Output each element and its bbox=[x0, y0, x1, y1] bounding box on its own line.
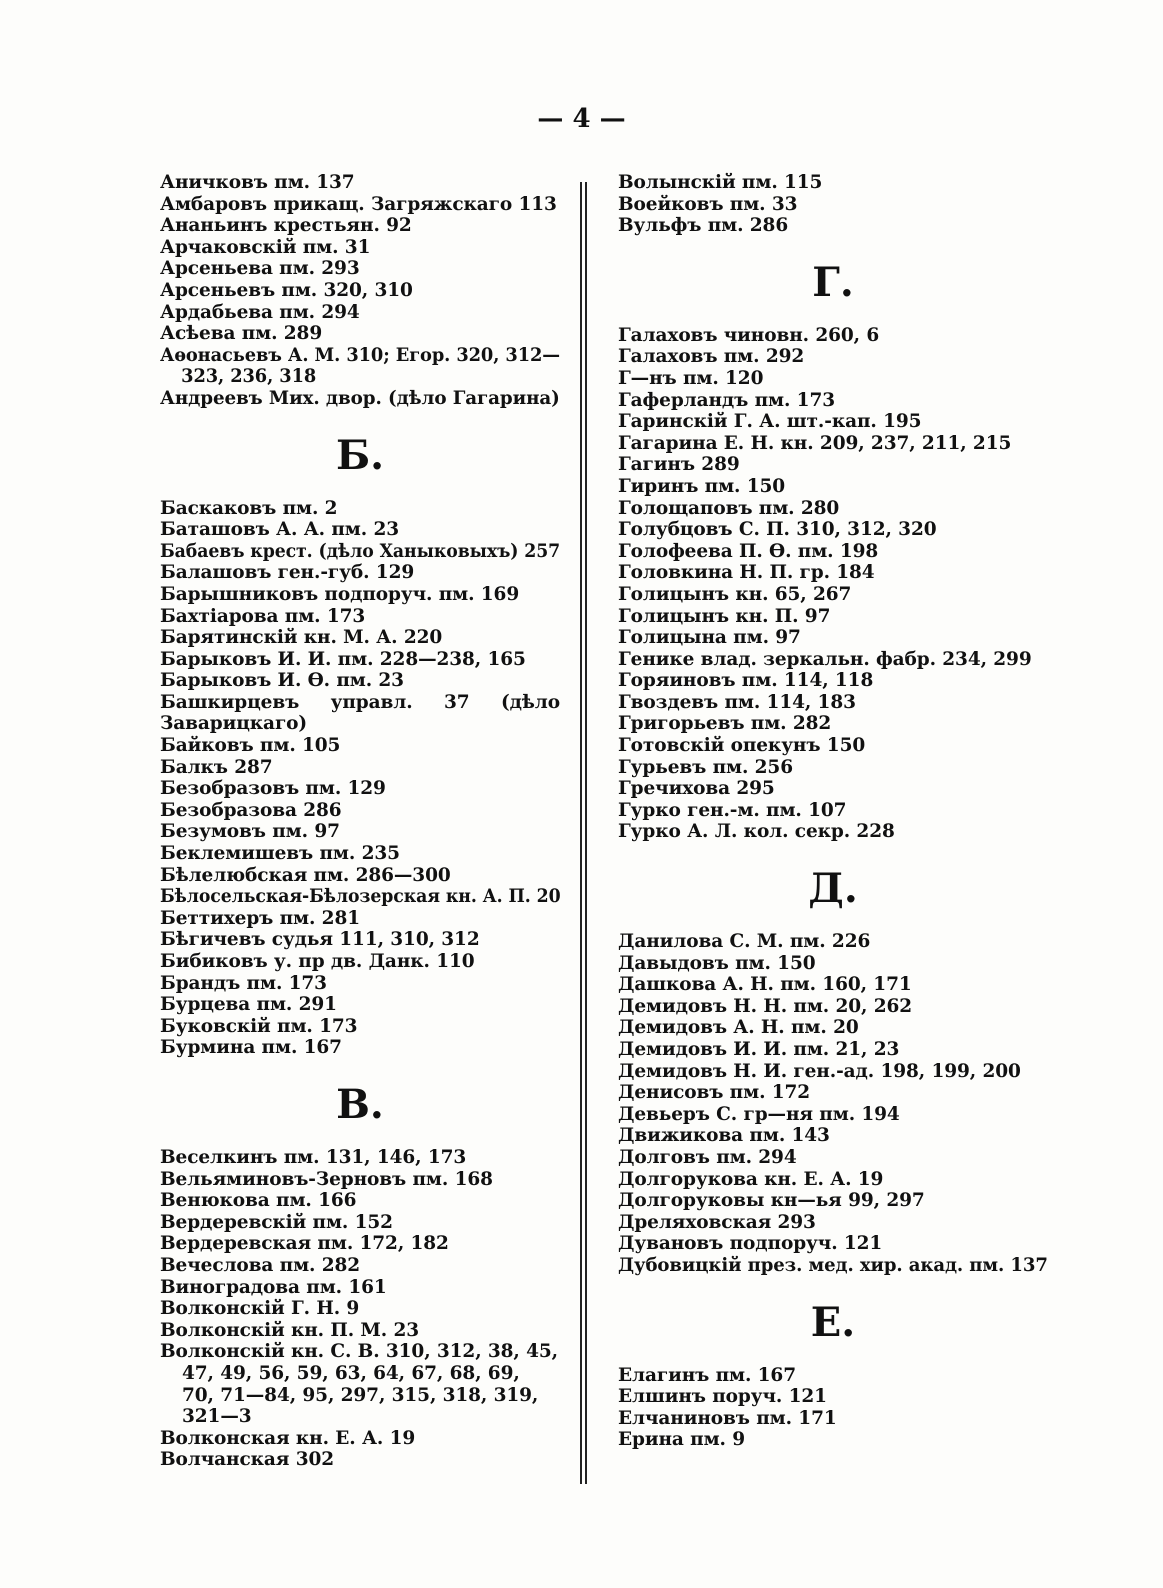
index-entry bbox=[160, 692, 560, 735]
index-entry bbox=[160, 908, 560, 930]
section-letter: Б. bbox=[335, 431, 385, 479]
index-entry bbox=[618, 778, 1048, 800]
entry-text: Венюкова пм. 166 bbox=[160, 1190, 357, 1212]
index-entry bbox=[160, 1190, 560, 1212]
entry-text: Балкъ 287 bbox=[160, 756, 273, 778]
entry-text: Ананьинъ крестьян. 92 bbox=[160, 215, 412, 237]
entry-text: Арчаковскій пм. 31 bbox=[160, 236, 371, 258]
index-entry bbox=[618, 325, 1048, 347]
entry-text: Баскаковъ пм. 2 bbox=[160, 497, 338, 519]
index-entry bbox=[618, 498, 1048, 520]
index-entry bbox=[160, 519, 560, 541]
entry-text: Денисовъ пм. 172 bbox=[618, 1082, 811, 1104]
entry-text: Генике влад. зеркальн. фабр. 234, 299 bbox=[618, 648, 1032, 670]
index-entry bbox=[160, 800, 560, 822]
index-entry bbox=[618, 541, 1048, 563]
entry-text: Г—нъ пм. 120 bbox=[618, 367, 764, 389]
entry-text: Бибиковъ у. пр дв. Данк. 110 bbox=[160, 951, 475, 972]
index-entry bbox=[618, 757, 1048, 779]
index-entry bbox=[160, 627, 560, 649]
index-entry bbox=[160, 498, 560, 520]
index-entry bbox=[618, 606, 1048, 628]
index-entry bbox=[160, 1320, 560, 1342]
entry-text: Арсеньевъ пм. 320, 310 bbox=[160, 279, 413, 301]
entry-text: Башкирцевъ управл. 37 (дѣло Заварицкаго) bbox=[160, 691, 560, 735]
entry-text: Демидовъ А. Н. пм. 20 bbox=[618, 1017, 859, 1039]
index-entry bbox=[160, 562, 560, 584]
index-entry bbox=[618, 931, 1048, 953]
entry-text: Воейковъ пм. 33 bbox=[618, 193, 798, 215]
index-entry bbox=[160, 1341, 560, 1427]
index-entry bbox=[160, 1147, 560, 1169]
index-entry bbox=[618, 390, 1048, 412]
entry-text: Голофеева П. Ѳ. пм. 198 bbox=[618, 540, 879, 562]
entry-text: Веселкинъ пм. 131, 146, 173 bbox=[160, 1146, 467, 1168]
entry-text: Барыковъ И. Ѳ. пм. 23 bbox=[160, 670, 404, 692]
index-entry bbox=[160, 778, 560, 800]
index-entry bbox=[160, 886, 561, 908]
entry-text: Дубовицкій през. мед. хир. акад. пм. 137 bbox=[618, 1254, 1048, 1276]
index-entry bbox=[618, 411, 1048, 433]
index-entry bbox=[160, 973, 560, 995]
entry-text: Вердеревская пм. 172, 182 bbox=[160, 1233, 449, 1255]
entry-text: Бѣгичевъ судья 111, 310, 312 bbox=[160, 929, 480, 951]
index-entry bbox=[618, 1039, 1048, 1061]
index-entry bbox=[160, 865, 560, 887]
entry-text: Галаховъ пм. 292 bbox=[618, 346, 805, 368]
index-entry bbox=[160, 606, 560, 628]
index-entry bbox=[160, 951, 560, 973]
index-entry bbox=[618, 1082, 1048, 1104]
index-entry bbox=[618, 1190, 1048, 1212]
entry-text: Аѳонасьевъ А. М. 310; Егор. 320, 312— bbox=[160, 344, 560, 366]
entry-text: Балашовъ ген.-губ. 129 bbox=[160, 562, 415, 584]
index-entry bbox=[618, 368, 1048, 390]
index-entry bbox=[618, 649, 1048, 671]
index-entry bbox=[618, 1169, 1048, 1191]
entry-text: Асѣева пм. 289 bbox=[160, 323, 323, 345]
index-entry bbox=[618, 996, 1048, 1018]
entry-text: Елшинъ поруч. 121 bbox=[618, 1386, 827, 1408]
index-entry bbox=[160, 1277, 560, 1299]
entry-text: Бурцева пм. 291 bbox=[160, 994, 337, 1016]
entry-text: Гаферландъ пм. 173 bbox=[618, 389, 835, 411]
entry-text: Елчаниновъ пм. 171 bbox=[618, 1407, 837, 1429]
entry-text: Ерина пм. 9 bbox=[618, 1429, 745, 1451]
column-divider-line bbox=[580, 182, 582, 1484]
entry-text: Долговъ пм. 294 bbox=[618, 1146, 797, 1168]
index-entry bbox=[160, 302, 560, 324]
entry-text: Гречихова 295 bbox=[618, 778, 775, 800]
entry-text: Галаховъ чиновн. 260, 6 bbox=[618, 324, 880, 346]
index-entry bbox=[618, 1233, 1048, 1255]
index-entry bbox=[618, 1147, 1048, 1169]
index-entry bbox=[618, 519, 1048, 541]
index-entry bbox=[160, 387, 560, 410]
index-entry bbox=[618, 172, 1048, 194]
entry-text: Бѣлосельская-Бѣлозерская кн. А. П. 20 bbox=[160, 886, 561, 908]
entry-text: Данилова С. М. пм. 226 bbox=[618, 931, 871, 953]
entry-text: Демидовъ Н. И. ген.-ад. 198, 199, 200 bbox=[618, 1060, 1021, 1082]
index-entry bbox=[160, 1428, 560, 1450]
entry-text: Вельяминовъ-Зерновъ пм. 168 bbox=[160, 1168, 493, 1190]
index-entry bbox=[160, 757, 560, 779]
entry-text: Горяиновъ пм. 114, 118 bbox=[618, 670, 874, 692]
entry-text: Барышниковъ подпоруч. пм. 169 bbox=[160, 583, 520, 605]
index-entry bbox=[618, 1408, 1048, 1430]
index-entry bbox=[618, 800, 1048, 822]
section-letter: Г. bbox=[812, 258, 854, 306]
column-divider-line bbox=[585, 182, 587, 1484]
index-entry bbox=[160, 215, 560, 237]
entry-text: Барятинскій кн. М. А. 220 bbox=[160, 627, 443, 649]
entry-text: Безобразова 286 bbox=[160, 799, 342, 821]
entry-continuation: 70, 71—84, 95, 297, 315, 318, 319, bbox=[182, 1384, 539, 1406]
index-entry bbox=[618, 433, 1048, 455]
entry-text: Бурмина пм. 167 bbox=[160, 1037, 342, 1059]
index-entry bbox=[160, 1212, 560, 1234]
section-letter: Е. bbox=[810, 1298, 856, 1346]
entry-text: Гаринскій Г. А. шт.-кап. 195 bbox=[618, 411, 922, 433]
index-entry bbox=[618, 735, 1048, 757]
entry-text: Брандъ пм. 173 bbox=[160, 972, 327, 994]
entry-text: Буковскій пм. 173 bbox=[160, 1015, 358, 1037]
entry-text: Баташовъ А. А. пм. 23 bbox=[160, 519, 399, 541]
index-entry bbox=[618, 1017, 1048, 1039]
index-entry bbox=[618, 1125, 1048, 1147]
entry-text: Демидовъ И. И. пм. 21, 23 bbox=[618, 1039, 900, 1060]
entry-text: Готовскій опекунъ 150 bbox=[618, 735, 866, 757]
index-entry bbox=[160, 1233, 560, 1255]
entry-continuation: 323, 236, 318 bbox=[181, 366, 317, 388]
entry-text: Волконскій кн. С. В. 310, 312, 38, 45, bbox=[160, 1341, 558, 1363]
index-entry bbox=[618, 1104, 1048, 1126]
entry-text: Безобразовъ пм. 129 bbox=[160, 778, 386, 800]
index-entry bbox=[160, 1449, 560, 1471]
index-entry bbox=[160, 172, 560, 194]
index-entry bbox=[618, 194, 1048, 216]
index-entry bbox=[618, 670, 1048, 692]
entry-text: Гагинъ 289 bbox=[618, 454, 740, 476]
index-entry bbox=[160, 929, 560, 951]
entry-text: Головкина Н. П. гр. 184 bbox=[618, 562, 875, 584]
index-entry bbox=[618, 953, 1048, 975]
index-entry bbox=[618, 1254, 1048, 1277]
index-entry bbox=[160, 280, 560, 302]
index-entry bbox=[618, 1212, 1048, 1234]
entry-text: Волконскій кн. П. М. 23 bbox=[160, 1319, 420, 1341]
entry-text: Волчанская 302 bbox=[160, 1449, 335, 1471]
index-entry bbox=[160, 194, 560, 216]
entry-text: Арсеньева пм. 293 bbox=[160, 258, 360, 280]
index-entry bbox=[160, 1298, 560, 1320]
index-entry bbox=[618, 1061, 1048, 1083]
entry-text: Безумовъ пм. 97 bbox=[160, 821, 340, 843]
entry-text: Виноградова пм. 161 bbox=[160, 1276, 387, 1298]
right-column bbox=[618, 172, 1048, 1451]
index-entry bbox=[618, 974, 1048, 996]
index-entry bbox=[160, 994, 560, 1016]
entry-text: Аничковъ пм. 137 bbox=[160, 172, 355, 193]
section-letter: Д. bbox=[808, 865, 858, 913]
entry-text: Амбаровъ прикащ. Загряжскаго 113 bbox=[160, 193, 557, 215]
entry-text: Гурко А. Л. кол. секр. 228 bbox=[618, 821, 895, 843]
entry-text: Григорьевъ пм. 282 bbox=[618, 713, 832, 735]
entry-continuation: 47, 49, 56, 59, 63, 64, 67, 68, 69, bbox=[182, 1362, 520, 1384]
index-entry bbox=[160, 1169, 560, 1191]
index-entry bbox=[618, 713, 1048, 735]
entry-text: Движикова пм. 143 bbox=[618, 1125, 830, 1147]
entry-text: Вердеревскій пм. 152 bbox=[160, 1211, 393, 1233]
index-entry bbox=[160, 323, 560, 345]
entry-text: Ардабьева пм. 294 bbox=[160, 301, 360, 323]
index-entry bbox=[618, 215, 1048, 237]
entry-text: Волынскій пм. 115 bbox=[618, 172, 823, 193]
entry-text: Барыковъ И. И. пм. 228—238, 165 bbox=[160, 648, 526, 670]
entry-text: Бѣлелюбская пм. 286—300 bbox=[160, 864, 451, 886]
index-entry bbox=[618, 1365, 1048, 1387]
index-entry bbox=[160, 821, 560, 843]
entry-text: Голицынъ кн. П. 97 bbox=[618, 605, 831, 627]
entry-text: Голощаповъ пм. 280 bbox=[618, 497, 840, 519]
index-entry bbox=[160, 670, 560, 692]
entry-text: Демидовъ Н. Н. пм. 20, 262 bbox=[618, 995, 913, 1017]
index-entry bbox=[618, 1386, 1048, 1408]
entry-text: Голицына пм. 97 bbox=[618, 627, 801, 649]
index-entry bbox=[160, 584, 560, 606]
index-entry bbox=[160, 735, 560, 757]
section-letter: В. bbox=[336, 1080, 384, 1128]
entry-continuation: 321—3 bbox=[182, 1406, 252, 1428]
entry-text: Девьеръ С. гр—ня пм. 194 bbox=[618, 1103, 900, 1125]
index-entry bbox=[618, 821, 1048, 843]
entry-text: Волконскій Г. Н. 9 bbox=[160, 1298, 360, 1320]
entry-text: Дреляховская 293 bbox=[618, 1211, 816, 1233]
index-entry bbox=[618, 692, 1048, 714]
index-entry bbox=[618, 476, 1048, 498]
entry-text: Андреевъ Мих. двор. (дѣло Гагарина) bbox=[160, 387, 560, 409]
index-entry bbox=[160, 1255, 560, 1277]
index-entry bbox=[160, 1016, 560, 1038]
entry-text: Гагарина Е. Н. кн. 209, 237, 211, 215 bbox=[618, 432, 1012, 454]
index-entry bbox=[618, 584, 1048, 606]
entry-text: Гиринъ пм. 150 bbox=[618, 475, 786, 497]
entry-text: Вульфъ пм. 286 bbox=[618, 215, 789, 237]
entry-text: Гвоздевъ пм. 114, 183 bbox=[618, 691, 856, 713]
index-entry bbox=[160, 649, 560, 671]
index-entry bbox=[160, 258, 560, 280]
index-entry bbox=[160, 237, 560, 259]
index-entry bbox=[160, 1037, 560, 1059]
index-entry bbox=[160, 540, 561, 563]
entry-text: Вечеслова пм. 282 bbox=[160, 1254, 361, 1276]
entry-text: Волконская кн. Е. А. 19 bbox=[160, 1427, 416, 1449]
entry-text: Голицынъ кн. 65, 267 bbox=[618, 583, 852, 605]
entry-text: Давыдовъ пм. 150 bbox=[618, 952, 816, 974]
index-entry bbox=[618, 627, 1048, 649]
entry-text: Дувановъ подпоруч. 121 bbox=[618, 1233, 883, 1255]
entry-text: Гурьевъ пм. 256 bbox=[618, 756, 793, 778]
left-column bbox=[160, 172, 560, 1471]
index-entry bbox=[160, 843, 560, 865]
entry-text: Дашкова А. Н. пм. 160, 171 bbox=[618, 974, 912, 996]
entry-text: Елагинъ пм. 167 bbox=[618, 1364, 796, 1386]
entry-text: Долгоруковы кн—ья 99, 297 bbox=[618, 1190, 925, 1212]
page-number: — 4 — bbox=[537, 104, 626, 134]
index-entry bbox=[618, 562, 1048, 584]
index-entry bbox=[618, 346, 1048, 368]
index-entry bbox=[618, 1429, 1048, 1451]
entry-text: Бахтіарова пм. 173 bbox=[160, 605, 366, 627]
entry-text: Беклемишевъ пм. 235 bbox=[160, 843, 400, 865]
entry-text: Долгорукова кн. Е. А. 19 bbox=[618, 1168, 884, 1190]
entry-text: Бабаевъ крест. (дѣло Ханыковыхъ) 257 bbox=[160, 540, 561, 562]
entry-text: Гурко ген.-м. пм. 107 bbox=[618, 799, 847, 821]
entry-text: Голубцовъ С. П. 310, 312, 320 bbox=[618, 519, 937, 541]
index-entry bbox=[618, 454, 1048, 476]
entry-text: Беттихеръ пм. 281 bbox=[160, 907, 361, 929]
entry-text: Байковъ пм. 105 bbox=[160, 735, 341, 757]
index-entry bbox=[160, 344, 560, 388]
